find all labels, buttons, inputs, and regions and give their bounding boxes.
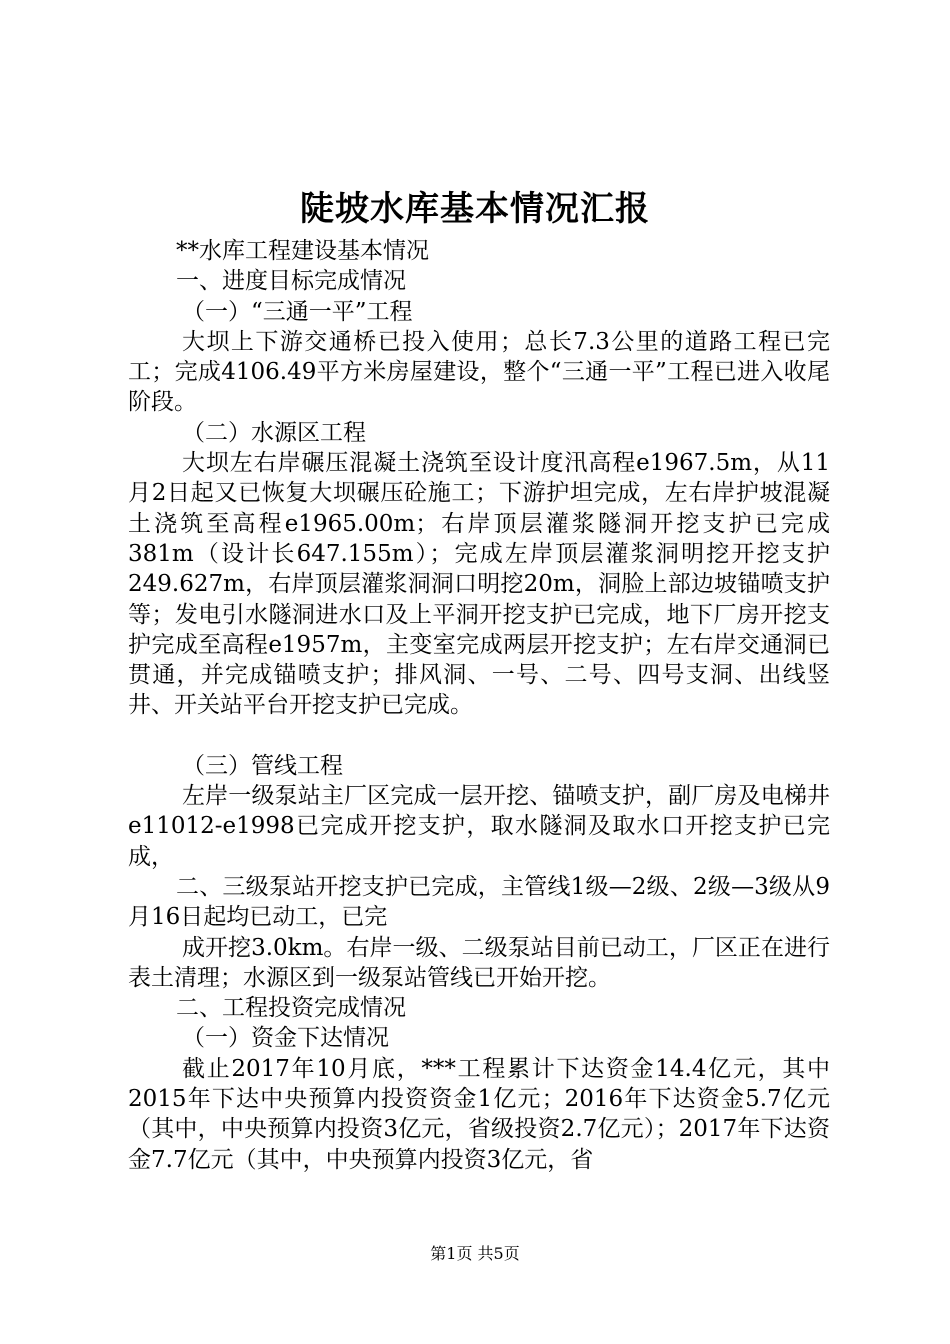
paragraph-section-heading: **水库工程建设基本情况 xyxy=(176,238,429,264)
paragraph-subheading-water-source: （二）水源区工程 xyxy=(182,419,366,446)
paragraph-water-source-body: 大坝左右岸碾压混凝土浇筑至设计度汛高程e1967.5m，从11月2日起又已恢复大坝碾压砼施工；下游护坦完成，左右岸护坡混凝土浇筑至高程e1965.00m；右岸顶层灌浆隧洞开挖支护已完成381m（设计长647.155m）；完成左岸顶层灌浆洞明挖开挖支护249.627m，右岸顶层灌浆洞洞口明挖20m，洞脸上部边坡锚喷支护等；发电引水隧洞进水口及上平洞开挖支护已完成，地下厂房开挖支护完成至高程e1957m，主变室完成两层开挖支护；左右岸交通洞已贯通，并完成锚喷支护；排风洞、一号、二号、四号支洞、出线竖井、开关站平台开挖支护已完成。 xyxy=(128,450,830,719)
paragraph-subheading-pipeline: （三）管线工程 xyxy=(182,752,343,779)
paragraph-funding-body: 截止2017年10月底，***工程累计下达资金14.4亿元，其中2015年下达中央预算内投资资金1亿元；2016年下达资金5.7亿元（其中，中央预算内投资3亿元，省级投资2.7亿元）；2017年下达资金7.7亿元（其中，中央预算内投资3亿元，省 xyxy=(128,1055,830,1173)
page-number-footer: 第1页 共5页 xyxy=(430,1244,520,1263)
paragraph-santong-body: 大坝上下游交通桥已投入使用；总长7.3公里的道路工程已完工；完成4106.49平方米房屋建设，整个“三通一平”工程已进入收尾阶段。 xyxy=(128,328,830,416)
paragraph-heading-progress: 一、进度目标完成情况 xyxy=(176,268,406,295)
document-body xyxy=(128,236,830,1175)
paragraph-pipeline-body-1: 左岸一级泵站主厂区完成一层开挖、锚喷支护，副厂房及电梯井e11012-e1998已完成开挖支护，取水隧洞及取水口开挖支护已完成， xyxy=(128,783,830,870)
paragraph-subheading-funding: （一）资金下达情况 xyxy=(182,1025,389,1052)
paragraph-heading-investment: 二、工程投资完成情况 xyxy=(176,995,406,1022)
paragraph-pipeline-body-3: 成开挖3.0km。右岸一级、二级泵站目前已动工，厂区正在进行表土清理；水源区到一级泵站管线已开始开挖。 xyxy=(128,934,830,991)
paragraph-subheading-santong: （一）“三通一平”工程 xyxy=(182,298,413,325)
document-title: 陡坡水库基本情况汇报 xyxy=(300,189,650,229)
paragraph-pipeline-body-2: 二、三级泵站开挖支护已完成，主管线1级—2级、2级—3级从9月16日起均已动工，已完 xyxy=(128,873,830,931)
